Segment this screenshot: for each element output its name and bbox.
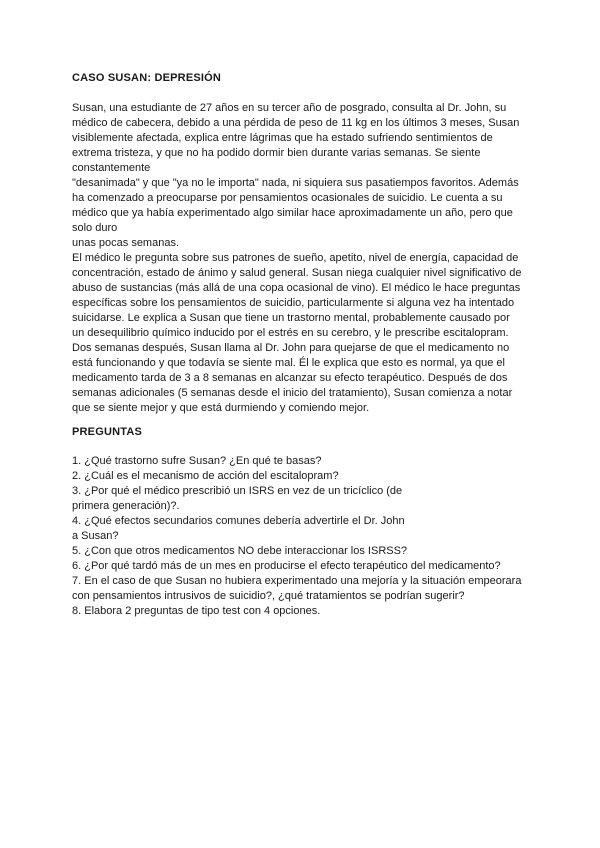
question-line: 2. ¿Cuál es el mecanismo de acción del escitalopram? (72, 470, 339, 482)
question-line: a Susan? (72, 530, 119, 542)
case-text-line: ha comenzado a preocuparse por pensamientos ocasionales de suicidio. Le cuenta a su (72, 192, 503, 204)
case-text-line: semanas adicionales (5 semanas desde el inicio del tratamiento), Susan comienza a notar (72, 387, 513, 399)
question-line: primera generación)?. (72, 500, 180, 512)
question-line: 3. ¿Por qué el médico prescribió un ISRS en vez de un tricíclico (de (72, 485, 403, 497)
question-line: 5. ¿Con que otros medicamentos NO debe interaccionar los ISRSS? (72, 545, 408, 557)
case-text-line: visiblemente afectada, explica entre lágrimas que ha estado sufriendo sentimientos de (72, 132, 493, 144)
case-text-line: constantemente (72, 162, 151, 174)
case-text-line: extrema tristeza, y que no ha podido dormir bien durante varias semanas. Se siente (72, 147, 481, 159)
case-text-line: específicas sobre los pensamientos de suicidio, particularmente si alguna vez ha intentado (72, 297, 515, 309)
question-line: con pensamientos intrusivos de suicidio?, ¿qué tratamientos se podrían sugerir? (72, 590, 465, 602)
case-text-line: suicidarse. Le explica a Susan que tiene un trastorno mental, probablemente causado por (72, 312, 510, 324)
case-text-line: médico que ya había experimentado algo similar hace aproximadamente un año, pero que (72, 207, 513, 219)
question-line: 8. Elabora 2 preguntas de tipo test con 4 opciones. (72, 605, 321, 617)
case-text-line: Susan, una estudiante de 27 años en su tercer año de posgrado, consulta al Dr. John, su (72, 102, 507, 114)
case-text-line: El médico le pregunta sobre sus patrones de sueño, apetito, nivel de energía, capacidad de (72, 252, 519, 264)
case-text-line: médico de cabecera, debido a una pérdida de peso de 11 kg en los últimos 3 meses, Susan (72, 117, 520, 129)
question-line: 1. ¿Qué trastorno sufre Susan? ¿En qué te basas? (72, 455, 322, 467)
case-text-line: está funcionando y que todavía se siente mal. Él le explica que esto es normal, ya que el (72, 357, 505, 369)
question-line: 7. En el caso de que Susan no hubiera experimentado una mejoría y la situación empeorara (72, 575, 522, 587)
case-text-line: Dos semanas después, Susan llama al Dr. John para quejarse de que el medicamento no (72, 342, 510, 354)
case-text-line: abuso de sustancias (más allá de una copa ocasional de vino). El médico le hace preguntas (72, 282, 521, 294)
case-text-line: "desanimada" y que "ya no le importa" nada, ni siquiera sus pasatiempos favoritos. Además (72, 177, 519, 189)
question-line: 4. ¿Qué efectos secundarios comunes debería advertirle el Dr. John (72, 515, 405, 527)
case-text-line: medicamento tarda de 3 a 8 semanas en alcanzar su efecto terapéutico. Después de dos (72, 372, 508, 384)
case-text-line: solo duro (72, 222, 118, 234)
case-text-line: unas pocas semanas. (72, 237, 180, 249)
case-text-line: que se siente mejor y que está durmiendo y comiendo mejor. (72, 402, 370, 414)
questions-title: PREGUNTAS (72, 426, 143, 438)
case-text-line: concentración, estado de ánimo y salud general. Susan niega cualquier nivel significativo de (72, 267, 522, 279)
case-title: CASO SUSAN: DEPRESIÓN (72, 72, 222, 84)
question-line: 6. ¿Por qué tardó más de un mes en producirse el efecto terapéutico del medicamento? (72, 560, 501, 572)
case-text-line: un desequilibrio químico inducido por el estrés en su cerebro, y le prescribe escitalopram. (72, 327, 509, 339)
